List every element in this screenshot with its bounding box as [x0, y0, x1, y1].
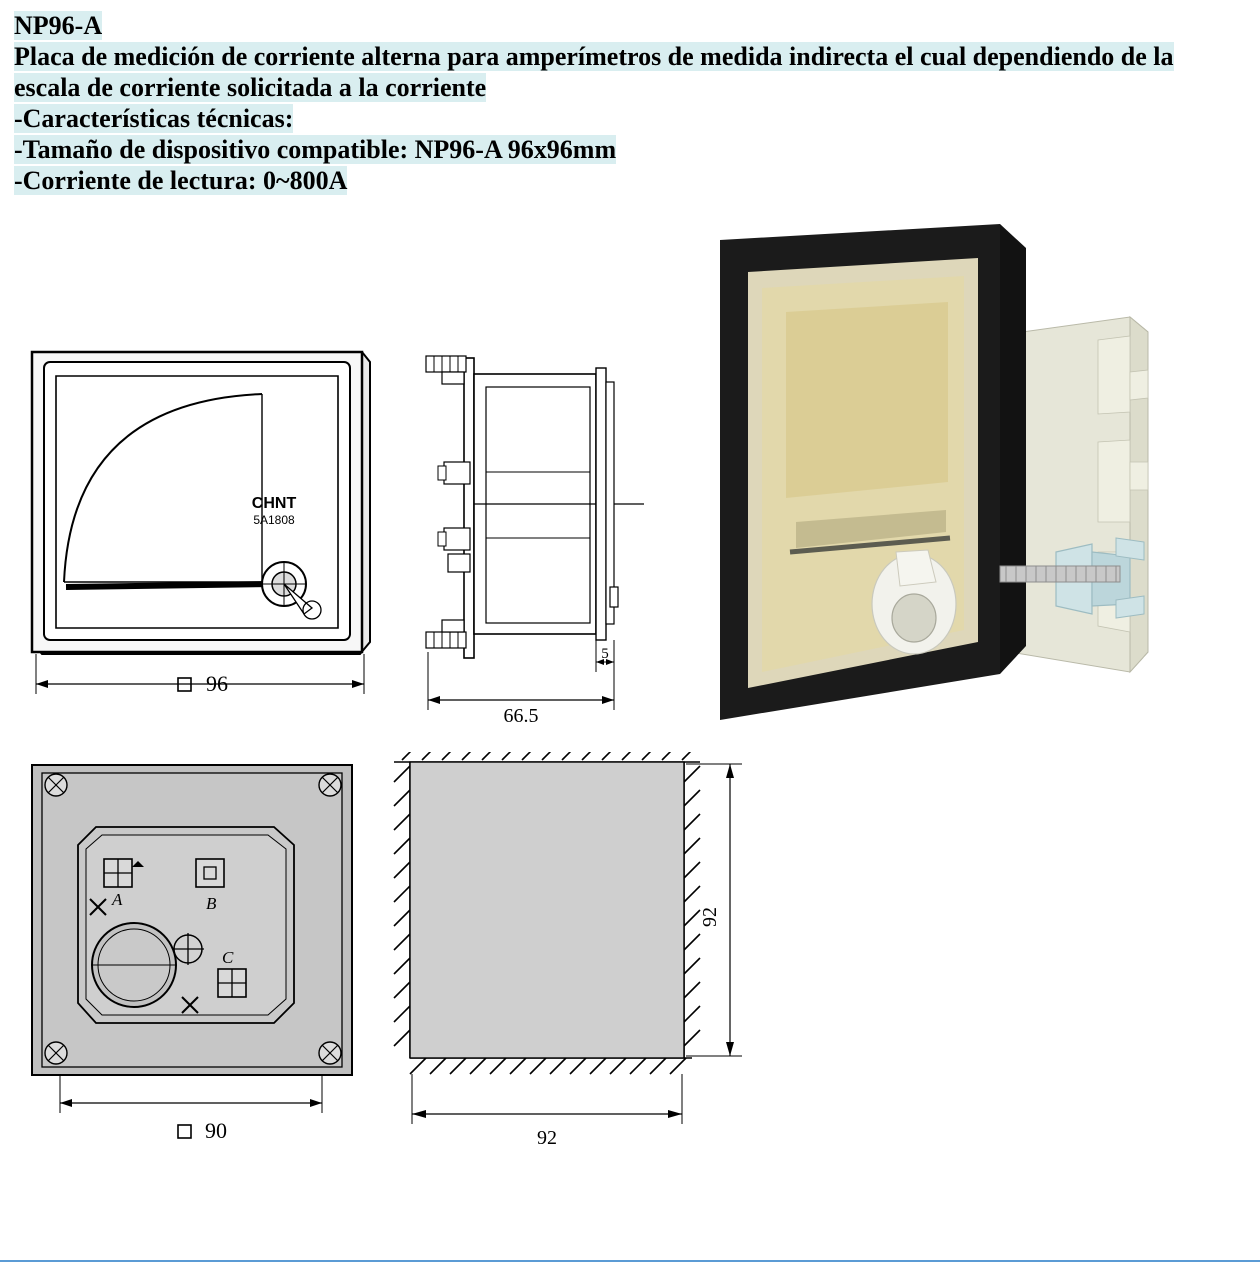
spec-size: -Tamaño de dispositivo compatible: NP96-A 96x96mm	[14, 135, 617, 164]
cutout-height-label: 92	[699, 907, 721, 927]
terminal-label-c: C	[222, 948, 234, 967]
front-view-figure	[12, 332, 382, 732]
front-dimension-label: 96	[206, 671, 228, 696]
side-view-drawing	[408, 332, 658, 732]
terminal-label-a: A	[112, 890, 123, 909]
product-title: NP96-A	[14, 11, 103, 40]
cutout-width-label: 92	[537, 1127, 557, 1149]
description-block	[0, 0, 1260, 196]
figures-area	[0, 222, 1260, 1222]
rear-view-drawing	[12, 757, 362, 1157]
spec-current: -Corriente de lectura: 0~800A	[14, 166, 348, 195]
brand-subtext: 5A1808	[253, 513, 295, 527]
rear-dimension-label: 90	[205, 1118, 227, 1143]
side-view-figure	[408, 332, 658, 732]
panel-cutout-figure	[380, 752, 800, 1172]
product-photo-drawing	[700, 222, 1245, 762]
front-view-drawing	[12, 332, 382, 732]
side-small-dimension-label: 5	[601, 646, 609, 662]
rear-view-figure	[12, 757, 362, 1157]
product-description: Placa de medición de corriente alterna para amperímetros de medida indirecta el cual dependiendo de la escala de corriente solicitada a la corriente	[14, 42, 1174, 102]
footer-divider	[0, 1260, 1260, 1262]
panel-cutout-drawing	[380, 752, 800, 1172]
product-photo-figure	[700, 222, 1245, 762]
side-dimension-label: 66.5	[503, 705, 539, 727]
terminal-label-b: B	[206, 894, 217, 913]
spec-heading: -Características técnicas:	[14, 104, 294, 133]
brand-text: CHNT	[251, 495, 297, 512]
